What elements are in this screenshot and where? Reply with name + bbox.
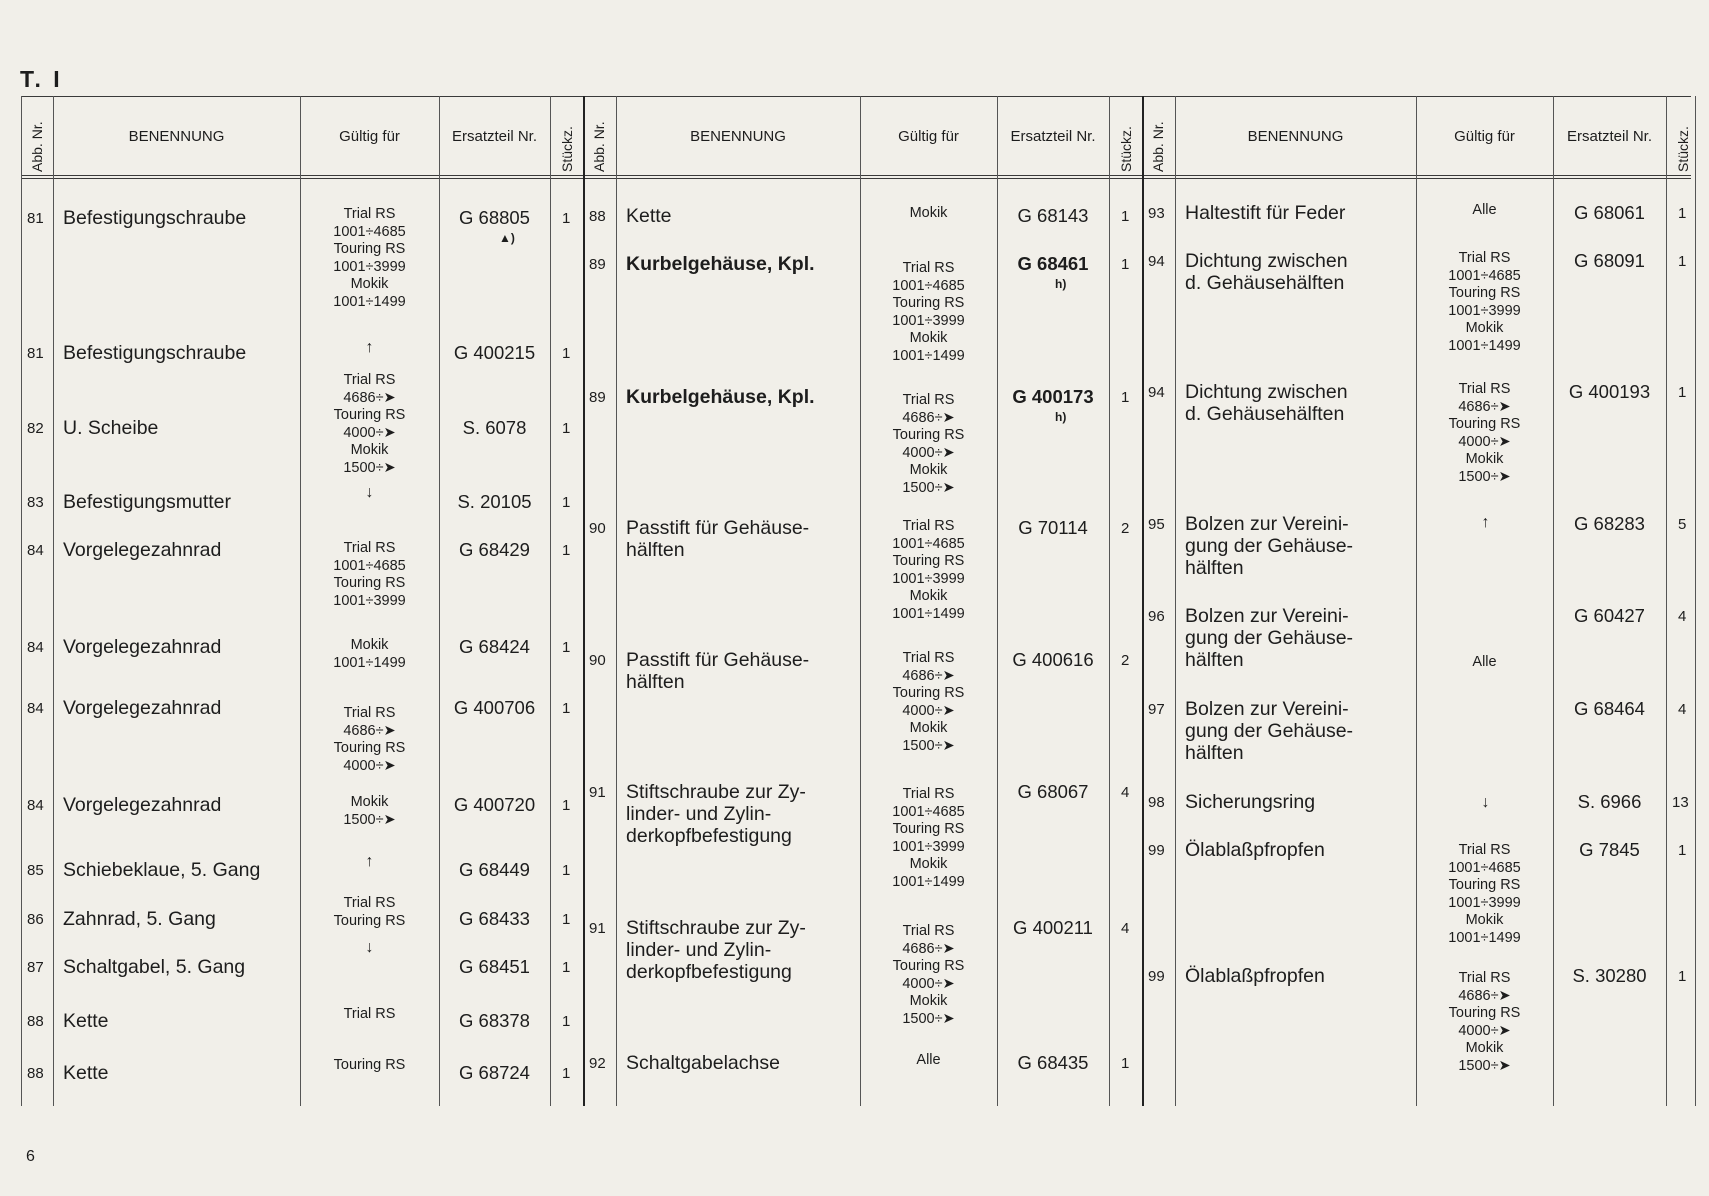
row-benennung: Haltestift für Feder xyxy=(1185,202,1346,224)
table-header-rule-2 xyxy=(21,178,1691,179)
row-ersatzteil-nr: S. 30280 xyxy=(1572,965,1647,986)
col-divider xyxy=(1695,96,1696,1106)
row-benennung: Ölablaßpfropfen xyxy=(1185,839,1325,861)
row-stueckzahl: 1 xyxy=(562,420,571,437)
row-benennung: Vorgelegezahnrad xyxy=(63,636,222,658)
row-ersatzteil-nr: G 70114 xyxy=(1018,517,1088,538)
row-abb-nr: 95 xyxy=(1148,516,1165,533)
row-abb-nr: 88 xyxy=(589,208,606,225)
row-abb-nr: 88 xyxy=(27,1065,44,1082)
row-stueckzahl: 1 xyxy=(562,911,571,928)
row-benennung: Bolzen zur Vereini- gung der Gehäuse- hälften xyxy=(1185,513,1354,579)
row-abb-nr: 99 xyxy=(1148,842,1165,859)
row-ersatzteil-nr: G 68429 xyxy=(459,539,530,560)
row-benennung: Befestigungschraube xyxy=(63,207,247,229)
header-abb-nr: Abb. Nr. xyxy=(591,121,607,172)
row-stueckzahl: 1 xyxy=(1678,842,1687,859)
col-divider xyxy=(1666,96,1667,1106)
header-stueckz: Stückz. xyxy=(1118,126,1134,172)
row-abb-nr: 81 xyxy=(27,210,44,227)
row-benennung: Befestigungsmutter xyxy=(63,491,232,513)
row-abb-nr: 83 xyxy=(27,494,44,511)
row-stueckzahl: 4 xyxy=(1121,920,1130,937)
row-gueltig-fuer: Trial RS 1001÷4685 Touring RS 1001÷3999 Mokik 1001÷1499 xyxy=(892,786,965,890)
col-divider xyxy=(439,96,440,1106)
row-abb-nr: 93 xyxy=(1148,205,1165,222)
row-stueckzahl: 4 xyxy=(1121,784,1130,801)
row-gueltig-fuer: Touring RS xyxy=(333,1057,406,1073)
row-gueltig-fuer: Trial RS 4686÷➤ Touring RS 4000÷➤ xyxy=(333,705,406,774)
row-benennung: Passtift für Gehäuse- hälften xyxy=(626,649,810,693)
row-abb-nr: 89 xyxy=(589,389,606,406)
row-abb-nr: 96 xyxy=(1148,608,1165,625)
row-ersatzteil-nr: S. 20105 xyxy=(457,491,532,512)
sheet-label: T. I xyxy=(20,66,63,92)
row-gueltig-fuer: Alle xyxy=(916,1052,941,1068)
row-benennung: Schiebeklaue, 5. Gang xyxy=(63,859,261,881)
row-ersatzteil-nr: G 68061 xyxy=(1574,202,1645,223)
row-gueltig-fuer: Trial RS Touring RS xyxy=(333,895,406,929)
row-stueckzahl: 1 xyxy=(562,1065,571,1082)
row-benennung: Kette xyxy=(626,205,672,227)
row-benennung: Kette xyxy=(63,1010,109,1032)
row-stueckzahl: 1 xyxy=(1121,389,1130,406)
row-benennung: Vorgelegezahnrad xyxy=(63,794,222,816)
row-benennung: Bolzen zur Vereini- gung der Gehäuse- hälften xyxy=(1185,698,1354,764)
row-abb-nr: 86 xyxy=(27,911,44,928)
row-abb-nr: 84 xyxy=(27,639,44,656)
col-divider xyxy=(1175,96,1176,1106)
col-divider xyxy=(550,96,551,1106)
header-abb-nr: Abb. Nr. xyxy=(1150,121,1166,172)
row-benennung: Schaltgabel, 5. Gang xyxy=(63,956,246,978)
row-ersatzteil-nr: G 68091 xyxy=(1574,250,1645,271)
row-ersatzteil-nr: G 68143 xyxy=(1017,205,1089,226)
row-gueltig-fuer: Trial RS 1001÷4685 Touring RS 1001÷3999 Mokik 1001÷1499 xyxy=(333,206,406,310)
row-abb-nr: 99 xyxy=(1148,968,1165,985)
header-gueltig-fuer: Gültig für xyxy=(898,128,959,145)
row-gueltig-fuer: Trial RS 4686÷➤ Touring RS 4000÷➤ Mokik 1500÷➤ xyxy=(1448,970,1521,1074)
header-abb-nr: Abb. Nr. xyxy=(29,121,45,172)
row-benennung: Vorgelegezahnrad xyxy=(63,539,222,561)
col-divider xyxy=(1142,96,1144,1106)
row-gueltig-fuer: Mokik 1001÷1499 xyxy=(333,637,406,671)
row-stueckzahl: 1 xyxy=(562,345,571,362)
row-gueltig-fuer: Trial RS 4686÷➤ Touring RS 4000÷➤ Mokik 1500÷➤ xyxy=(892,923,965,1027)
row-abb-nr: 87 xyxy=(27,959,44,976)
row-ersatzteil-nr: G 60427 xyxy=(1574,605,1645,626)
row-stueckzahl: 2 xyxy=(1121,652,1130,669)
row-stueckzahl: 1 xyxy=(1678,384,1687,401)
col-divider xyxy=(1416,96,1417,1106)
row-benennung: Kette xyxy=(63,1062,109,1084)
row-stueckzahl: 1 xyxy=(562,210,571,227)
row-stueckzahl: 2 xyxy=(1121,520,1130,537)
col-divider xyxy=(53,96,54,1106)
page-number: 6 xyxy=(26,1148,35,1165)
header-ersatzteil-nr: Ersatzteil Nr. xyxy=(1566,128,1653,145)
row-benennung: Befestigungschraube xyxy=(63,342,247,364)
row-stueckzahl: 1 xyxy=(562,639,571,656)
row-ersatzteil-nr: G 68464 xyxy=(1574,698,1645,719)
row-gueltig-fuer: Trial RS 1001÷4685 Touring RS 1001÷3999 Mokik 1001÷1499 xyxy=(892,518,965,622)
col-divider xyxy=(997,96,998,1106)
row-benennung: Passtift für Gehäuse- hälften xyxy=(626,517,810,561)
row-ersatzteil-nr: G 68433 xyxy=(459,908,530,929)
row-abb-nr: 94 xyxy=(1148,384,1165,401)
row-stueckzahl: 5 xyxy=(1678,516,1687,533)
row-abb-nr: 89 xyxy=(589,256,606,273)
row-gueltig-fuer: Alle xyxy=(1472,202,1497,218)
row-ersatzteil-note: h) xyxy=(1055,410,1067,424)
row-ersatzteil-nr: G 400215 xyxy=(453,342,536,363)
row-stueckzahl: 1 xyxy=(562,959,571,976)
row-ersatzteil-nr: G 68378 xyxy=(459,1010,530,1031)
row-abb-nr: 90 xyxy=(589,520,606,537)
row-stueckzahl: 1 xyxy=(562,862,571,879)
row-abb-nr: 90 xyxy=(589,652,606,669)
row-benennung: Kurbelgehäuse, Kpl. xyxy=(626,253,815,275)
col-divider xyxy=(21,96,22,1106)
row-benennung: Bolzen zur Vereini- gung der Gehäuse- hälften xyxy=(1185,605,1354,671)
row-ersatzteil-note: h) xyxy=(1055,277,1067,291)
header-stueckz: Stückz. xyxy=(1675,126,1691,172)
row-ersatzteil-nr: G 68451 xyxy=(459,956,530,977)
row-stueckzahl: 1 xyxy=(1678,205,1687,222)
row-gueltig-fuer: Trial RS xyxy=(343,1006,396,1022)
row-ersatzteil-nr: G 400193 xyxy=(1568,381,1651,402)
row-abb-nr: 92 xyxy=(589,1055,606,1072)
row-benennung: Stiftschraube zur Zy- linder- und Zylin- derkopfbefestigung xyxy=(626,917,806,983)
row-abb-nr: 94 xyxy=(1148,253,1165,270)
row-stueckzahl: 4 xyxy=(1678,701,1687,718)
table-top-rule xyxy=(21,96,1691,97)
row-ersatzteil-nr: G 400720 xyxy=(453,794,536,815)
row-benennung: U. Scheibe xyxy=(63,417,159,439)
row-ersatzteil-nr: G 68461 xyxy=(1017,253,1089,274)
row-ersatzteil-nr: G 68449 xyxy=(459,859,530,880)
row-stueckzahl: 1 xyxy=(562,494,571,511)
row-abb-nr: 81 xyxy=(27,345,44,362)
row-gueltig-fuer: Alle xyxy=(1472,654,1497,670)
row-ersatzteil-nr: G 68805 xyxy=(459,207,530,228)
row-abb-nr: 88 xyxy=(27,1013,44,1030)
row-ersatzteil-nr: G 68435 xyxy=(1017,1052,1089,1073)
row-ersatzteil-nr: G 68067 xyxy=(1017,781,1089,802)
row-ersatzteil-nr: G 400173 xyxy=(1012,386,1094,407)
row-stueckzahl: 4 xyxy=(1678,608,1687,625)
row-ersatzteil-nr: G 400211 xyxy=(1013,917,1093,938)
row-benennung: Kurbelgehäuse, Kpl. xyxy=(626,386,815,408)
header-stueckz: Stückz. xyxy=(559,126,575,172)
continue-down-arrow-icon: ↓ xyxy=(365,484,374,501)
header-benennung: BENENNUNG xyxy=(690,128,786,145)
row-gueltig-fuer: Trial RS 4686÷➤ Touring RS 4000÷➤ Mokik 1500÷➤ xyxy=(892,650,965,754)
row-benennung: Dichtung zwischen d. Gehäusehälften xyxy=(1185,250,1348,294)
col-divider xyxy=(1553,96,1554,1106)
row-gueltig-fuer: Mokik 1500÷➤ xyxy=(343,794,396,828)
continue-up-arrow-icon: ↑ xyxy=(365,339,374,356)
row-abb-nr: 82 xyxy=(27,420,44,437)
row-stueckzahl: 1 xyxy=(562,542,571,559)
row-benennung: Sicherungsring xyxy=(1185,791,1316,813)
row-gueltig-fuer: Trial RS 1001÷4685 Touring RS 1001÷3999 Mokik 1001÷1499 xyxy=(1448,842,1521,946)
col-divider xyxy=(1109,96,1110,1106)
row-ersatzteil-nr: S. 6966 xyxy=(1577,791,1642,812)
continue-up-arrow-icon: ↑ xyxy=(1481,514,1490,531)
row-gueltig-fuer: Trial RS 1001÷4685 Touring RS 1001÷3999 Mokik 1001÷1499 xyxy=(1448,250,1521,354)
row-abb-nr: 84 xyxy=(27,700,44,717)
continue-down-arrow-icon: ↓ xyxy=(1481,794,1490,811)
row-gueltig-fuer: Trial RS 4686÷➤ Touring RS 4000÷➤ Mokik 1500÷➤ xyxy=(1448,381,1521,485)
row-stueckzahl: 1 xyxy=(1678,968,1687,985)
row-ersatzteil-nr: G 68424 xyxy=(459,636,530,657)
row-ersatzteil-nr: S. 6078 xyxy=(462,417,527,438)
row-gueltig-fuer: Trial RS 1001÷4685 Touring RS 1001÷3999 xyxy=(333,540,406,609)
row-ersatzteil-note: ▲) xyxy=(499,231,515,245)
row-stueckzahl: 1 xyxy=(562,700,571,717)
row-ersatzteil-nr: G 7845 xyxy=(1579,839,1640,860)
row-abb-nr: 98 xyxy=(1148,794,1165,811)
row-ersatzteil-nr: G 400706 xyxy=(453,697,536,718)
header-ersatzteil-nr: Ersatzteil Nr. xyxy=(1010,128,1096,145)
row-ersatzteil-nr: G 400616 xyxy=(1012,649,1094,670)
col-divider xyxy=(583,96,585,1106)
row-stueckzahl: 1 xyxy=(1678,253,1687,270)
row-stueckzahl: 1 xyxy=(1121,256,1130,273)
row-abb-nr: 85 xyxy=(27,862,44,879)
header-benennung: BENENNUNG xyxy=(128,128,225,145)
row-abb-nr: 91 xyxy=(589,920,606,937)
row-abb-nr: 91 xyxy=(589,784,606,801)
row-benennung: Dichtung zwischen d. Gehäusehälften xyxy=(1185,381,1348,425)
row-gueltig-fuer: Trial RS 1001÷4685 Touring RS 1001÷3999 Mokik 1001÷1499 xyxy=(892,260,965,364)
col-divider xyxy=(616,96,617,1106)
row-stueckzahl: 1 xyxy=(1121,208,1130,225)
header-ersatzteil-nr: Ersatzteil Nr. xyxy=(451,128,538,145)
header-benennung: BENENNUNG xyxy=(1247,128,1344,145)
row-benennung: Schaltgabelachse xyxy=(626,1052,780,1074)
row-ersatzteil-nr: G 68724 xyxy=(459,1062,530,1083)
header-gueltig-fuer: Gültig für xyxy=(1454,128,1515,145)
row-abb-nr: 97 xyxy=(1148,701,1165,718)
continue-up-arrow-icon: ↑ xyxy=(365,853,374,870)
row-stueckzahl: 1 xyxy=(562,1013,571,1030)
row-stueckzahl: 1 xyxy=(562,797,571,814)
row-gueltig-fuer: Trial RS 4686÷➤ Touring RS 4000÷➤ Mokik 1500÷➤ xyxy=(892,392,965,496)
row-abb-nr: 84 xyxy=(27,797,44,814)
row-gueltig-fuer: Trial RS 4686÷➤ Touring RS 4000÷➤ Mokik 1500÷➤ xyxy=(333,372,406,476)
row-benennung: Stiftschraube zur Zy- linder- und Zylin- derkopfbefestigung xyxy=(626,781,806,847)
row-benennung: Ölablaßpfropfen xyxy=(1185,965,1325,987)
row-ersatzteil-nr: G 68283 xyxy=(1574,513,1645,534)
row-abb-nr: 84 xyxy=(27,542,44,559)
header-gueltig-fuer: Gültig für xyxy=(339,128,400,145)
continue-down-arrow-icon: ↓ xyxy=(365,939,374,956)
row-stueckzahl: 1 xyxy=(1121,1055,1130,1072)
row-benennung: Vorgelegezahnrad xyxy=(63,697,222,719)
row-stueckzahl: 13 xyxy=(1672,794,1689,811)
table-header-rule xyxy=(21,175,1691,176)
row-benennung: Zahnrad, 5. Gang xyxy=(63,908,216,930)
row-gueltig-fuer: Mokik xyxy=(909,205,948,221)
